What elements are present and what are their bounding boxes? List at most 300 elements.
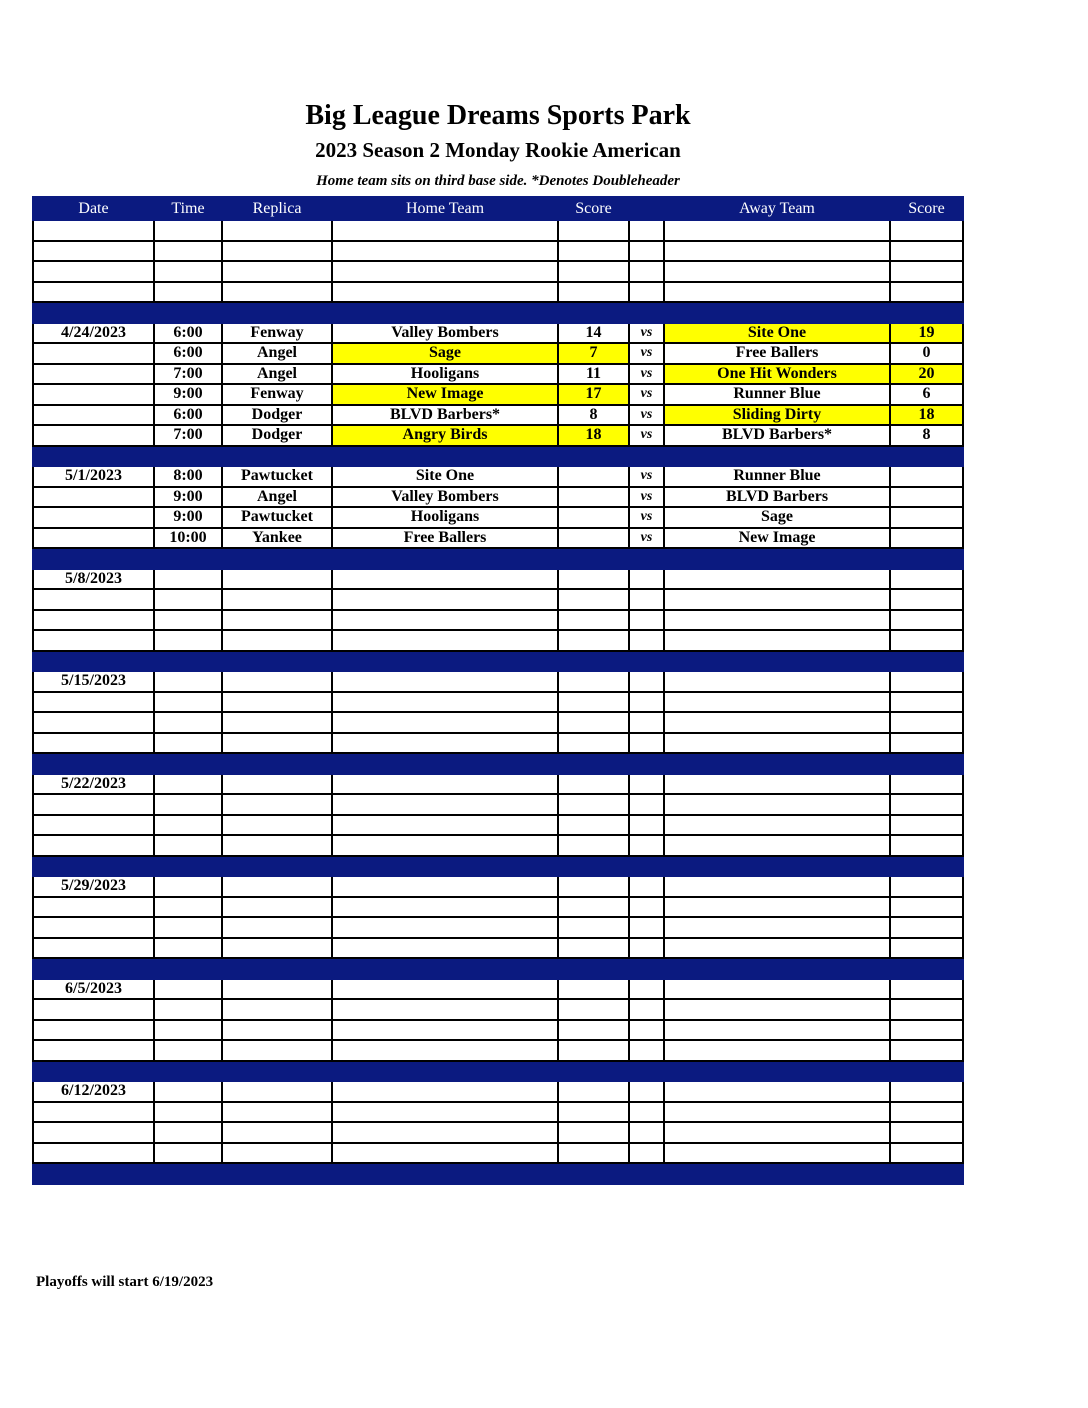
separator-cell: [629, 1061, 664, 1082]
separator-cell: [222, 548, 332, 569]
separator-cell: [222, 1061, 332, 1082]
separator-cell: [890, 958, 963, 979]
empty-cell: [890, 241, 963, 262]
empty-cell: [332, 835, 558, 856]
empty-cell: [629, 569, 664, 590]
separator-cell: [222, 753, 332, 774]
home-team-cell: BLVD Barbers*: [332, 405, 558, 426]
empty-cell: [890, 220, 963, 241]
date-cell: 5/15/2023: [33, 671, 154, 692]
empty-cell: [629, 1102, 664, 1123]
empty-cell: [154, 671, 222, 692]
vs-cell: vs: [629, 384, 664, 405]
empty-cell: [629, 589, 664, 610]
separator-cell: [33, 1163, 154, 1184]
time-cell: 9:00: [154, 487, 222, 508]
col-header-home-score: Score: [558, 197, 629, 220]
empty-row: [33, 241, 963, 262]
empty-cell: [558, 794, 629, 815]
separator-cell: [629, 651, 664, 672]
empty-cell: [154, 589, 222, 610]
empty-cell: [664, 671, 890, 692]
empty-cell: [664, 589, 890, 610]
vs-cell: vs: [629, 466, 664, 487]
date-cell: [33, 282, 154, 303]
empty-cell: [629, 1020, 664, 1041]
separator-cell: [33, 753, 154, 774]
empty-cell: [558, 282, 629, 303]
empty-row: [33, 1102, 963, 1123]
empty-cell: [154, 999, 222, 1020]
empty-cell: [558, 938, 629, 959]
separator-cell: [629, 446, 664, 467]
empty-cell: [664, 815, 890, 836]
separator-cell: [664, 1163, 890, 1184]
away-score-cell: 20: [890, 364, 963, 385]
separator-cell: [664, 753, 890, 774]
empty-cell: [222, 999, 332, 1020]
empty-cell: [629, 897, 664, 918]
empty-cell: [558, 897, 629, 918]
game-row: [33, 507, 963, 528]
empty-cell: [154, 917, 222, 938]
home-score-cell: 14: [558, 323, 629, 344]
date-cell: 6/5/2023: [33, 979, 154, 1000]
empty-cell: [332, 589, 558, 610]
empty-cell: [222, 938, 332, 959]
page-title: Big League Dreams Sports Park: [305, 100, 691, 131]
home-score-cell: [558, 487, 629, 508]
empty-cell: [664, 1102, 890, 1123]
separator-cell: [664, 958, 890, 979]
empty-cell: [222, 671, 332, 692]
col-header-date: Date: [33, 197, 154, 220]
date-cell: [33, 1020, 154, 1041]
empty-cell: [890, 1143, 963, 1164]
separator-cell: [664, 1061, 890, 1082]
empty-cell: [664, 876, 890, 897]
empty-cell: [664, 1040, 890, 1061]
separator-cell: [222, 856, 332, 877]
empty-cell: [890, 979, 963, 1000]
empty-cell: [629, 774, 664, 795]
empty-cell: [332, 671, 558, 692]
empty-cell: [332, 630, 558, 651]
empty-cell: [222, 630, 332, 651]
separator-cell: [558, 753, 629, 774]
empty-row: [33, 1040, 963, 1061]
away-team-cell: New Image: [664, 528, 890, 549]
empty-cell: [558, 979, 629, 1000]
empty-cell: [890, 1040, 963, 1061]
empty-cell: [154, 835, 222, 856]
game-row: [33, 405, 963, 426]
empty-cell: [154, 733, 222, 754]
away-team-cell: Runner Blue: [664, 384, 890, 405]
empty-cell: [890, 261, 963, 282]
empty-cell: [332, 610, 558, 631]
col-header-vs: [629, 197, 664, 220]
date-cell: [33, 794, 154, 815]
empty-cell: [154, 1122, 222, 1143]
separator-cell: [664, 446, 890, 467]
away-team-cell: One Hit Wonders: [664, 364, 890, 385]
empty-cell: [558, 876, 629, 897]
empty-cell: [558, 917, 629, 938]
separator-cell: [629, 856, 664, 877]
empty-cell: [558, 241, 629, 262]
separator-cell: [629, 302, 664, 323]
date-cell: [33, 528, 154, 549]
game-row: [33, 425, 963, 446]
empty-row: [33, 835, 963, 856]
empty-cell: [664, 712, 890, 733]
empty-cell: [558, 1081, 629, 1102]
separator-cell: [890, 1163, 963, 1184]
away-score-cell: [890, 528, 963, 549]
date-cell: [33, 220, 154, 241]
game-row: [33, 384, 963, 405]
empty-cell: [890, 876, 963, 897]
away-score-cell: 8: [890, 425, 963, 446]
replica-cell: Angel: [222, 343, 332, 364]
page-subtitle: 2023 Season 2 Monday Rookie American: [315, 138, 681, 162]
separator-cell: [33, 958, 154, 979]
separator-cell: [222, 651, 332, 672]
separator-cell: [629, 753, 664, 774]
separator-cell: [664, 548, 890, 569]
home-score-cell: 18: [558, 425, 629, 446]
separator-cell: [664, 302, 890, 323]
game-row: [33, 364, 963, 385]
empty-cell: [332, 1102, 558, 1123]
date-cell: 5/22/2023: [33, 774, 154, 795]
empty-cell: [222, 692, 332, 713]
empty-cell: [332, 282, 558, 303]
home-team-cell: New Image: [332, 384, 558, 405]
replica-cell: Yankee: [222, 528, 332, 549]
empty-cell: [222, 733, 332, 754]
separator-cell: [629, 548, 664, 569]
home-score-cell: [558, 507, 629, 528]
replica-cell: Dodger: [222, 405, 332, 426]
empty-cell: [332, 733, 558, 754]
home-team-cell: Sage: [332, 343, 558, 364]
empty-cell: [558, 774, 629, 795]
separator-cell: [33, 1061, 154, 1082]
home-team-cell: Site One: [332, 466, 558, 487]
empty-cell: [154, 1102, 222, 1123]
separator-cell: [222, 958, 332, 979]
empty-cell: [222, 815, 332, 836]
empty-cell: [558, 569, 629, 590]
separator-cell: [33, 548, 154, 569]
time-cell: 6:00: [154, 323, 222, 344]
empty-row: [33, 282, 963, 303]
empty-cell: [664, 569, 890, 590]
empty-cell: [222, 1081, 332, 1102]
away-team-cell: Runner Blue: [664, 466, 890, 487]
schedule-body: [33, 220, 963, 1184]
empty-cell: [890, 733, 963, 754]
empty-cell: [558, 835, 629, 856]
week-separator: [33, 651, 963, 672]
empty-cell: [332, 1081, 558, 1102]
vs-cell: vs: [629, 364, 664, 385]
empty-cell: [154, 1143, 222, 1164]
date-cell: [33, 507, 154, 528]
empty-cell: [664, 1081, 890, 1102]
empty-row: [33, 774, 963, 795]
empty-cell: [154, 630, 222, 651]
empty-cell: [222, 979, 332, 1000]
replica-cell: Pawtucket: [222, 507, 332, 528]
empty-cell: [222, 610, 332, 631]
date-cell: [33, 733, 154, 754]
empty-cell: [890, 1081, 963, 1102]
separator-cell: [890, 548, 963, 569]
empty-cell: [222, 876, 332, 897]
empty-cell: [332, 1143, 558, 1164]
empty-cell: [664, 220, 890, 241]
home-team-cell: Valley Bombers: [332, 487, 558, 508]
empty-row: [33, 815, 963, 836]
date-cell: [33, 343, 154, 364]
empty-cell: [154, 712, 222, 733]
game-row: [33, 487, 963, 508]
empty-cell: [664, 610, 890, 631]
empty-cell: [154, 979, 222, 1000]
empty-cell: [890, 897, 963, 918]
date-cell: [33, 1102, 154, 1123]
empty-cell: [222, 220, 332, 241]
empty-cell: [332, 261, 558, 282]
empty-row: [33, 610, 963, 631]
empty-cell: [629, 1081, 664, 1102]
separator-cell: [890, 651, 963, 672]
week-separator: [33, 302, 963, 323]
empty-row: [33, 712, 963, 733]
empty-cell: [664, 630, 890, 651]
date-cell: [33, 487, 154, 508]
empty-cell: [890, 610, 963, 631]
date-cell: [33, 712, 154, 733]
empty-cell: [629, 815, 664, 836]
home-team-cell: Valley Bombers: [332, 323, 558, 344]
separator-cell: [33, 856, 154, 877]
time-cell: 10:00: [154, 528, 222, 549]
away-score-cell: 19: [890, 323, 963, 344]
empty-cell: [154, 569, 222, 590]
separator-cell: [154, 856, 222, 877]
separator-cell: [558, 548, 629, 569]
empty-cell: [664, 835, 890, 856]
away-score-cell: 18: [890, 405, 963, 426]
away-team-cell: BLVD Barbers*: [664, 425, 890, 446]
empty-cell: [664, 1122, 890, 1143]
separator-cell: [154, 446, 222, 467]
time-cell: 7:00: [154, 425, 222, 446]
separator-cell: [154, 753, 222, 774]
separator-cell: [664, 856, 890, 877]
separator-cell: [558, 446, 629, 467]
date-cell: [33, 1143, 154, 1164]
separator-cell: [558, 958, 629, 979]
empty-row: [33, 1020, 963, 1041]
col-header-replica: Replica: [222, 197, 332, 220]
empty-cell: [332, 815, 558, 836]
time-cell: 9:00: [154, 384, 222, 405]
empty-cell: [629, 794, 664, 815]
game-row: [33, 323, 963, 344]
empty-cell: [154, 282, 222, 303]
away-score-cell: [890, 487, 963, 508]
empty-cell: [629, 282, 664, 303]
empty-cell: [890, 1122, 963, 1143]
time-cell: 6:00: [154, 343, 222, 364]
col-header-time: Time: [154, 197, 222, 220]
vs-cell: vs: [629, 487, 664, 508]
empty-cell: [222, 794, 332, 815]
empty-cell: [558, 220, 629, 241]
empty-cell: [154, 1040, 222, 1061]
empty-cell: [890, 1020, 963, 1041]
empty-cell: [890, 794, 963, 815]
date-cell: [33, 815, 154, 836]
date-cell: [33, 610, 154, 631]
empty-cell: [629, 692, 664, 713]
empty-cell: [629, 671, 664, 692]
home-score-cell: 7: [558, 343, 629, 364]
empty-cell: [664, 692, 890, 713]
col-header-home-team: Home Team: [332, 197, 558, 220]
separator-cell: [890, 753, 963, 774]
col-header-away-score: Score: [890, 197, 963, 220]
away-score-cell: [890, 507, 963, 528]
empty-cell: [558, 261, 629, 282]
empty-cell: [222, 774, 332, 795]
empty-row: [33, 917, 963, 938]
time-cell: 8:00: [154, 466, 222, 487]
replica-cell: Fenway: [222, 384, 332, 405]
empty-cell: [332, 794, 558, 815]
date-cell: [33, 1122, 154, 1143]
separator-cell: [222, 1163, 332, 1184]
separator-cell: [558, 1061, 629, 1082]
empty-cell: [890, 815, 963, 836]
doubleheader-note: Home team sits on third base side. *Denotes Doubleheader: [316, 173, 680, 189]
date-cell: [33, 999, 154, 1020]
empty-cell: [558, 1020, 629, 1041]
empty-cell: [222, 835, 332, 856]
empty-cell: [629, 630, 664, 651]
date-cell: [33, 261, 154, 282]
empty-cell: [222, 917, 332, 938]
empty-row: [33, 569, 963, 590]
empty-cell: [332, 241, 558, 262]
separator-cell: [558, 651, 629, 672]
empty-cell: [629, 610, 664, 631]
week-separator: [33, 958, 963, 979]
empty-cell: [154, 692, 222, 713]
empty-cell: [890, 589, 963, 610]
replica-cell: Angel: [222, 364, 332, 385]
empty-cell: [332, 938, 558, 959]
empty-cell: [890, 712, 963, 733]
separator-cell: [154, 1061, 222, 1082]
separator-cell: [332, 958, 558, 979]
empty-row: [33, 1081, 963, 1102]
empty-cell: [558, 610, 629, 631]
home-team-cell: Hooligans: [332, 364, 558, 385]
separator-cell: [629, 958, 664, 979]
empty-cell: [222, 1143, 332, 1164]
empty-row: [33, 1143, 963, 1164]
empty-cell: [558, 999, 629, 1020]
date-cell: 5/29/2023: [33, 876, 154, 897]
replica-cell: Dodger: [222, 425, 332, 446]
empty-cell: [664, 794, 890, 815]
away-team-cell: Free Ballers: [664, 343, 890, 364]
home-score-cell: 8: [558, 405, 629, 426]
separator-cell: [154, 1163, 222, 1184]
empty-cell: [664, 733, 890, 754]
empty-cell: [332, 999, 558, 1020]
empty-cell: [332, 1122, 558, 1143]
empty-cell: [890, 630, 963, 651]
empty-cell: [222, 1020, 332, 1041]
empty-cell: [890, 774, 963, 795]
separator-cell: [332, 753, 558, 774]
home-score-cell: [558, 466, 629, 487]
empty-row: [33, 876, 963, 897]
empty-cell: [890, 671, 963, 692]
separator-cell: [332, 302, 558, 323]
empty-cell: [332, 1020, 558, 1041]
empty-cell: [558, 1102, 629, 1123]
empty-cell: [629, 712, 664, 733]
empty-cell: [332, 1040, 558, 1061]
empty-cell: [629, 1143, 664, 1164]
empty-cell: [222, 241, 332, 262]
empty-cell: [558, 589, 629, 610]
home-score-cell: [558, 528, 629, 549]
week-separator: [33, 1163, 963, 1184]
empty-row: [33, 897, 963, 918]
empty-row: [33, 733, 963, 754]
date-cell: [33, 630, 154, 651]
empty-row: [33, 692, 963, 713]
separator-cell: [154, 302, 222, 323]
empty-cell: [332, 569, 558, 590]
separator-cell: [629, 1163, 664, 1184]
vs-cell: vs: [629, 507, 664, 528]
separator-cell: [154, 651, 222, 672]
empty-cell: [558, 692, 629, 713]
empty-cell: [154, 261, 222, 282]
empty-cell: [664, 241, 890, 262]
separator-cell: [154, 548, 222, 569]
empty-row: [33, 938, 963, 959]
empty-cell: [222, 712, 332, 733]
separator-cell: [33, 446, 154, 467]
separator-cell: [890, 1061, 963, 1082]
date-cell: [33, 917, 154, 938]
empty-cell: [154, 1081, 222, 1102]
empty-cell: [558, 1143, 629, 1164]
week-separator: [33, 856, 963, 877]
away-team-cell: Sage: [664, 507, 890, 528]
